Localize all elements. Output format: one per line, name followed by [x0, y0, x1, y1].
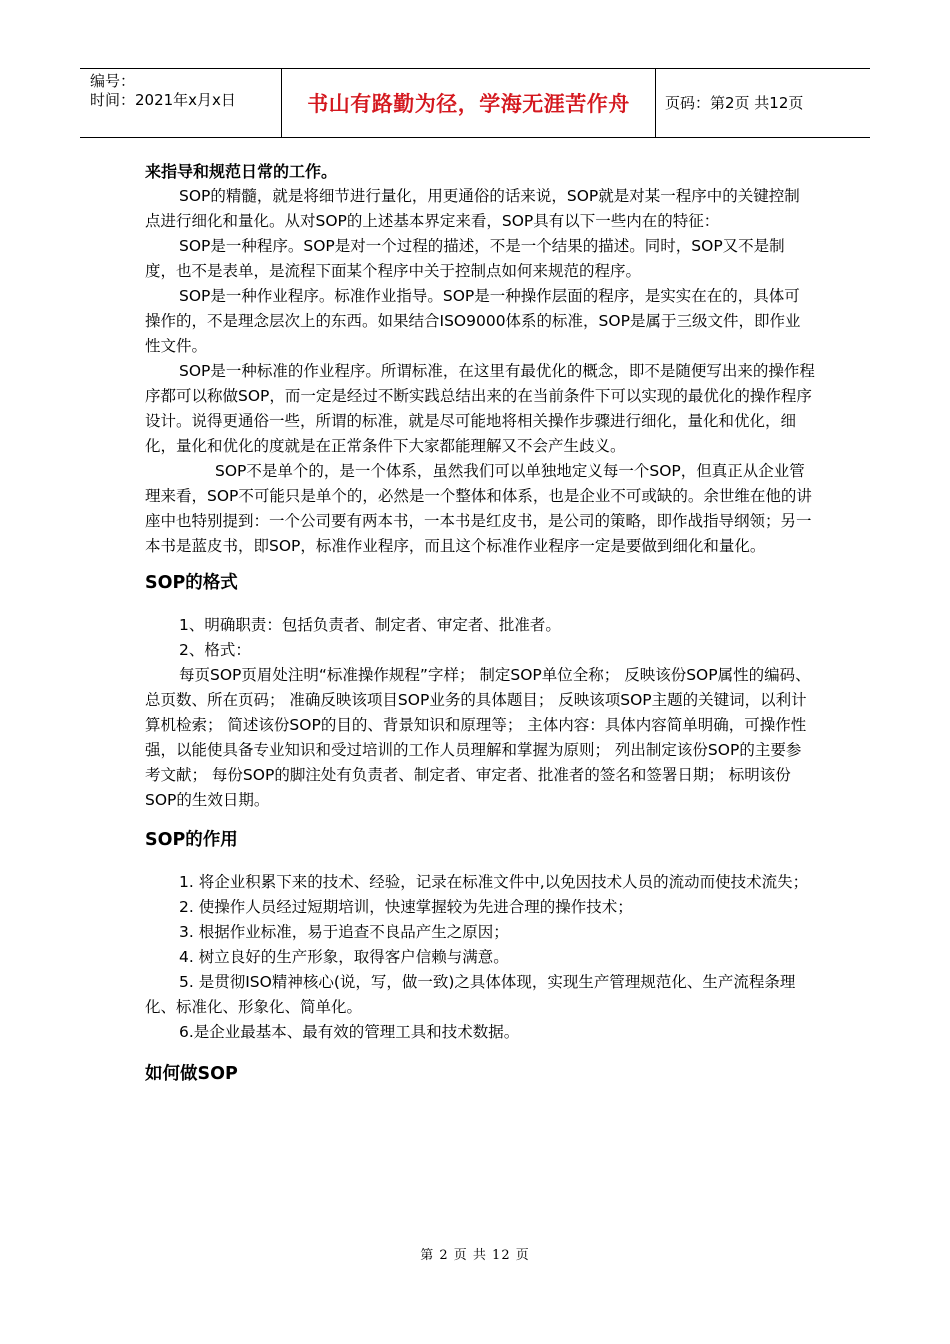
- header-time: 时间：2021年x月x日: [90, 91, 236, 109]
- section-heading-format: SOP的格式: [145, 573, 238, 593]
- format-item: 2、格式：: [179, 641, 251, 659]
- header-number: 编号：: [90, 72, 136, 90]
- role-item: 4. 树立良好的生产形象，取得客户信赖与满意。: [179, 948, 509, 966]
- lead-line: 来指导和规范日常的工作。: [145, 162, 338, 181]
- role-item: 5. 是贯彻ISO精神核心(说，写，做一致)之具体体现，实现生产管理规范化、生产流程条理化、标准化、形象化、简单化。: [145, 973, 796, 1016]
- header-motto: 书山有路勤为径，学海无涯苦作舟: [307, 92, 630, 116]
- role-item: 2. 使操作人员经过短期培训，快速掌握较为先进合理的操作技术；: [179, 898, 633, 916]
- paragraph: SOP是一种程序。SOP是对一个过程的描述，不是一个结果的描述。同时，SOP又不是制度，也不是表单，是流程下面某个程序中关于控制点如何来规范的程序。: [145, 237, 785, 280]
- section-heading-howto: 如何做SOP: [145, 1064, 238, 1084]
- paragraph: SOP不是单个的，是一个体系，虽然我们可以单独地定义每一个SOP，但真正从企业管理来看，SOP不可能只是单个的，必然是一个整体和体系，也是企业不可或缺的。余世维在他的讲座中也特别提到：一个公司要有两本书，一本书是红皮书，是公司的策略，即作战指导纲领；另一本书是蓝皮书，即SOP，标准作业程序，而且这个标准作业程序一定是要做到细化和量化。: [145, 462, 812, 555]
- paragraph: SOP的精髓，就是将细节进行量化，用更通俗的话来说，SOP就是对某一程序中的关键控制点进行细化和量化。从对SOP的上述基本界定来看，SOP具有以下一些内在的特征：: [145, 187, 800, 230]
- header-meta: [90, 72, 236, 110]
- section-heading-role: SOP的作用: [145, 830, 238, 850]
- paragraph: SOP是一种标准的作业程序。所谓标准，在这里有最优化的概念，即不是随便写出来的操作程序都可以称做SOP，而一定是经过不断实践总结出来的在当前条件下可以实现的最优化的操作程序设计。说得更通俗一些，所谓的标准，就是尽可能地将相关操作步骤进行细化，量化和优化，细化，量化和优化的度就是在正常条件下大家都能理解又不会产生歧义。: [145, 362, 815, 455]
- role-item: 3. 根据作业标准，易于追查不良品产生之原因；: [179, 923, 509, 941]
- header-divider: [655, 69, 656, 137]
- header-page-info: 页码：第2页 共12页: [665, 94, 804, 112]
- paragraph: SOP是一种作业程序。标准作业指导。SOP是一种操作层面的程序，是实实在在的，具体可操作的，不是理念层次上的东西。如果结合ISO9000体系的标准，SOP是属于三级文件，即作业性文件。: [145, 287, 801, 355]
- role-item: 6.是企业最基本、最有效的管理工具和技术数据。: [179, 1023, 520, 1041]
- page-header: [80, 68, 870, 138]
- page-footer: 第 2 页 共 12 页: [420, 1248, 530, 1263]
- format-item: 1、明确职责：包括负责者、制定者、审定者、批准者。: [179, 616, 561, 634]
- role-item: 1. 将企业积累下来的技术、经验，记录在标准文件中,以免因技术人员的流动而使技术流失；: [179, 873, 809, 891]
- format-detail: 每页SOP页眉处注明“标准操作规程”字样； 制定SOP单位全称； 反映该份SOP属性的编码、总页数、所在页码； 准确反映该项目SOP业务的具体题目； 反映该项SOP主题的关键词，以利计算机检索； 简述该份SOP的目的、背景知识和原理等； 主体内容：具体内容简单明确，可操作性强，以能使具备专业知识和受过培训的工作人员理解和掌握为原则； 列出制定该份SOP的主要参考文献； 每份SOP的脚注处有负责者、制定者、审定者、批准者的签名和签署日期； 标明该份SOP的生效日期。: [145, 666, 811, 809]
- document-body: [145, 159, 815, 1087]
